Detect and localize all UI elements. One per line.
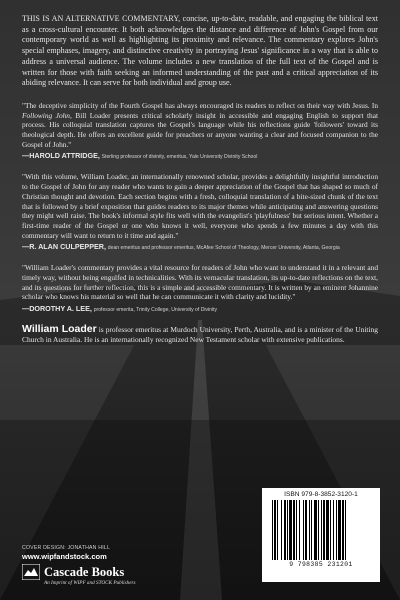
- author-bio-text: is professor emeritus at Murdoch University, Perth, Australia, and is a minister of the Uniting Church in Australia. He is an internationally recognized New Testament scholar with extensive publications.: [22, 325, 378, 344]
- endorser-name: —DOROTHY A. LEE,: [22, 304, 92, 314]
- endorser-name: —HAROLD ATTRIDGE,: [22, 151, 100, 161]
- description-text: concise, up-to-date, readable, and engaging the biblical text as a cross-cultural encounter. It both acknowledges the distance and difference of John's Gospel from our contemporary world as well as highlighting its proximity and relevance. The commentary explores John's special emphases, imagery, and distinctive creativity in portraying Jesus' significance in a way that is able to address a universal audience. The volume includes a new translation of the full text of the Gospel and is written for those with faith seeking an informed understanding of the past and a critical appreciation of its abiding relevance. It can serve for both individual and group use.: [22, 14, 379, 88]
- isbn-text: ISBN 979-8-3852-3120-1: [284, 491, 358, 498]
- publisher-brand: [22, 564, 136, 580]
- isbn-barcode: [262, 488, 380, 582]
- endorser-title: dean emeritus and professor emeritus, McAfee School of Theology, Mercer University, Atlanta, Georgia: [107, 245, 340, 252]
- author-bio: [22, 325, 378, 345]
- endorser-name: —R. ALAN CULPEPPER,: [22, 242, 106, 252]
- back-cover-text: [22, 14, 378, 345]
- endorsement-quote: "William Loader's commentary provides a vital resource for readers of John who want to understand it in a relevant and timely way, without being engulfed in technicalities. With its vernacular translation, its up-to-date reflections on the text, and its questions for further reflection, this is a simple and accessible commentary. It is written by an eminent Johannine scholar who knows his material so well that he can communicate it with clarity and lucidity.": [22, 263, 378, 302]
- cover-design-credit: COVER DESIGN: JONATHAN HILL: [22, 545, 111, 551]
- endorsement-attribution: [22, 242, 378, 251]
- publisher-name: Cascade Books: [44, 564, 125, 579]
- endorser-title: professor emerita, Trinity College, University of Divinity: [93, 307, 218, 314]
- publisher-website: www.wipfandstock.com: [22, 552, 107, 561]
- publisher-imprint: An Imprint of WIPF and STOCK Publishers: [44, 580, 136, 586]
- endorsement-2: [22, 172, 378, 251]
- author-name: William Loader: [22, 323, 97, 336]
- endorsement-attribution: [22, 304, 378, 313]
- endorsement-attribution: [22, 151, 378, 160]
- book-description: [22, 14, 378, 89]
- endorsement-quote: "The deceptive simplicity of the Fourth Gospel has always encouraged its readers to reflect on their way with Jesus. In Following John, Bill Loader presents critical scholarly insight in accessible and engaging English to support that process. His colloquial translation captures the Gospel's language while his reflections guide 'followers' toward its theological depth. He offers an excellent guide for preachers or anyone wanting a clear and focused companion to the Gospel of John.": [22, 100, 378, 149]
- barcode-icon: [269, 500, 373, 562]
- endorser-title: Sterling professor of divinity, emeritus, Yale University Divinity School: [101, 154, 258, 161]
- endorsement-1: [22, 101, 378, 161]
- endorsement-quote: "With this volume, William Loader, an internationally renowned scholar, provides a delightfully insightful introduction to the Gospel of John for any reader who wants to gain a deeper appreciation of the Gospel that has shaped so much of Christian thought and devotion. Each section begins with a fresh, colloquial translation of a bite-sized chunk of the text that is followed by a brief exposition that guides readers to its major themes while anticipating and answering questions they might well raise. The book's informal style fits well with the evangelist's 'playfulness' but serious intent. Whether a first-time reader of the Gospel or one who knows it well, everyone who spends a few minutes a day with this commentary will want to return to it time and again.": [22, 172, 378, 240]
- barcode-number: 9 798385 231201: [289, 561, 353, 568]
- description-lead: THIS IS AN ALTERNATIVE COMMENTARY,: [22, 14, 181, 23]
- publisher-footer: [22, 545, 136, 586]
- cascade-logo-icon: [22, 564, 40, 580]
- endorsement-3: [22, 263, 378, 313]
